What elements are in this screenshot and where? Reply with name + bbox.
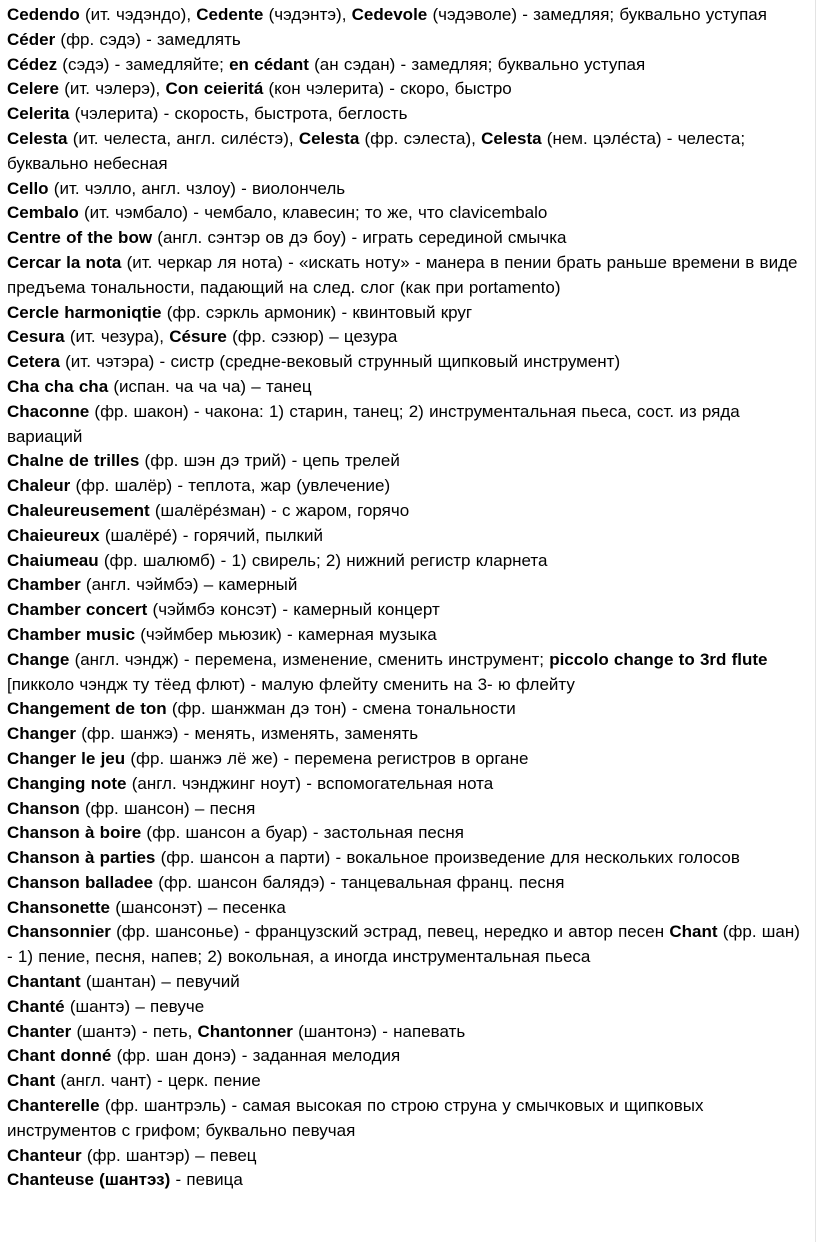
entry-term: Cedendo bbox=[7, 5, 80, 24]
entry-term: Celere bbox=[7, 79, 59, 99]
entry-term: Cedente bbox=[196, 5, 264, 24]
entry-definition: (фр. шансон а парти) - вокальное произведение для нескольких голосов bbox=[155, 848, 740, 868]
dictionary-entries bbox=[7, 3, 803, 1193]
dictionary-entry bbox=[7, 1144, 803, 1169]
entry-definition: (шантан) – певучий bbox=[80, 972, 240, 992]
dictionary-entry bbox=[7, 1020, 803, 1045]
dictionary-entry bbox=[7, 524, 803, 549]
dictionary-entry bbox=[7, 375, 803, 400]
entry-definition: (фр. шалюмб) - 1) свирель; 2) нижний регистр кларнета bbox=[98, 550, 548, 570]
entry-term: Chant donné bbox=[7, 1046, 112, 1066]
entry-definition: (англ. чэнджинг ноут) - вспомогательная нота bbox=[126, 773, 494, 793]
dictionary-entry bbox=[7, 697, 803, 722]
entry-definition: (фр. сэдэ) - замедлять bbox=[55, 29, 241, 49]
entry-definition: (ан сэдан) - замедляя; буквально уступая bbox=[308, 54, 646, 74]
dictionary-entry bbox=[7, 28, 803, 53]
dictionary-entry bbox=[7, 127, 803, 177]
entry-term: Cédez bbox=[7, 54, 58, 74]
entry-term: piccolo change to 3rd flute bbox=[549, 649, 768, 669]
dictionary-entry bbox=[7, 350, 803, 375]
entry-term: Celesta bbox=[7, 128, 68, 148]
dictionary-entry bbox=[7, 722, 803, 747]
dictionary-entry bbox=[7, 400, 803, 450]
entry-term: Chanson balladee bbox=[7, 872, 153, 892]
entry-term: Chaiumeau bbox=[7, 550, 99, 570]
entry-term: Chant bbox=[7, 1071, 56, 1091]
entry-term: Cercle harmoniqtie bbox=[7, 302, 162, 322]
entry-term: Celesta bbox=[481, 128, 542, 148]
entry-definition: (фр. шанжэ лё же) - перемена регистров в органе bbox=[125, 748, 529, 768]
entry-term: Chaleureusement bbox=[7, 500, 150, 520]
entry-definition: (фр. сэзюр) – цезура bbox=[226, 327, 398, 347]
entry-term: Chanté bbox=[7, 996, 65, 1016]
entry-term: Chaleur bbox=[7, 476, 71, 496]
dictionary-entry bbox=[7, 648, 803, 698]
dictionary-entry bbox=[7, 623, 803, 648]
entry-term: Cello bbox=[7, 178, 49, 198]
entry-term: Chalne de trilles bbox=[7, 451, 140, 471]
entry-definition: (ит. чэлерэ), bbox=[58, 79, 166, 99]
entry-definition: (англ. чант) - церк. пение bbox=[55, 1071, 261, 1091]
entry-definition: (англ. сэнтэр ов дэ боу) - играть серединой смычка bbox=[152, 228, 567, 248]
entry-definition: (нем. цэле́ста) - челеста; буквально небесная bbox=[7, 128, 746, 173]
entry-term: Chamber music bbox=[7, 624, 136, 644]
dictionary-entry bbox=[7, 251, 803, 301]
entry-definition: (фр. шансонье) - французский эстрад, певец, нередко и автор песен bbox=[110, 922, 670, 942]
entry-term: Change bbox=[7, 649, 70, 669]
entry-term: Changement de ton bbox=[7, 699, 167, 719]
entry-definition: (ит. черкар ля нота) - «искать ноту» - манера в пении брать раньше времени в виде предъема тональности, падающий на след. слог (как при portamento) bbox=[7, 252, 798, 297]
entry-definition: (шантэ) - петь, bbox=[71, 1021, 198, 1041]
entry-definition: (сэдэ) - замедляйте; bbox=[57, 54, 230, 74]
entry-definition: (кон чэлерита) - скоро, быстро bbox=[263, 79, 512, 99]
entry-term: Céder bbox=[7, 29, 56, 49]
dictionary-entry bbox=[7, 846, 803, 871]
entry-definition: (фр. шансон балядэ) - танцевальная франц. песня bbox=[152, 872, 565, 892]
entry-definition: (фр. сэркль армоник) - квинтовый круг bbox=[161, 302, 473, 322]
entry-definition: (фр. шан донэ) - заданная мелодия bbox=[111, 1046, 401, 1066]
entry-term: Chamber concert bbox=[7, 600, 148, 620]
entry-term: Chanson à boire bbox=[7, 823, 142, 843]
dictionary-entry bbox=[7, 226, 803, 251]
dictionary-entry bbox=[7, 995, 803, 1020]
entry-term: Changer bbox=[7, 724, 76, 744]
entry-term: Changing note bbox=[7, 773, 127, 793]
dictionary-entry bbox=[7, 3, 803, 28]
entry-definition: (испан. ча ча ча) – танец bbox=[108, 376, 312, 396]
entry-definition: (фр. шансон) – песня bbox=[79, 798, 256, 818]
entry-term: Chanter bbox=[7, 1021, 72, 1041]
dictionary-entry bbox=[7, 747, 803, 772]
dictionary-entry bbox=[7, 301, 803, 326]
entry-term: Celesta bbox=[298, 128, 360, 148]
entry-definition: (чэймбер мьюзик) - камерная музыка bbox=[135, 624, 437, 644]
entry-term: Chanson à parties bbox=[7, 848, 156, 868]
entry-definition: (фр. шантрэль) - самая высокая по строю струна у смычковых и щипковых инструментов с грифом; буквально певучая bbox=[7, 1096, 704, 1140]
dictionary-entry bbox=[7, 1168, 803, 1193]
entry-term: Cha cha cha bbox=[7, 376, 109, 396]
entry-term: Celerita bbox=[7, 104, 70, 124]
entry-definition: (шансонэт) – песенка bbox=[109, 897, 286, 917]
entry-definition: (фр. сэлеста), bbox=[359, 128, 482, 148]
entry-definition: (фр. шэн дэ трий) - цепь трелей bbox=[139, 451, 400, 471]
dictionary-entry bbox=[7, 102, 803, 127]
entry-definition: (англ. чэндж) - перемена, изменение, сменить инструмент; bbox=[69, 649, 550, 669]
entry-definition: (ит. челеста, англ. силе́стэ), bbox=[67, 128, 299, 148]
dictionary-entry bbox=[7, 920, 803, 970]
entry-term: Chant bbox=[669, 922, 718, 942]
dictionary-entry bbox=[7, 772, 803, 797]
dictionary-entry bbox=[7, 77, 803, 102]
entry-term: en cédant bbox=[229, 54, 309, 74]
entry-definition: (фр. шан) - 1) пение, песня, напев; 2) вокольная, а иногда инструментальная пьеса bbox=[7, 922, 800, 967]
entry-term: Chansonnier bbox=[7, 922, 111, 942]
entry-term: Chanteur bbox=[7, 1145, 82, 1165]
dictionary-entry bbox=[7, 573, 803, 598]
entry-definition: (шантонэ) - напевать bbox=[292, 1021, 466, 1041]
entry-definition: - певица bbox=[170, 1170, 243, 1190]
entry-term: Changer le jeu bbox=[7, 748, 126, 768]
entry-definition: (чэймбэ консэт) - камерный концерт bbox=[147, 600, 440, 620]
entry-definition: (шалёре́зман) - с жаром, горячо bbox=[149, 500, 410, 520]
dictionary-entry bbox=[7, 1069, 803, 1094]
entry-term: Cetera bbox=[7, 352, 60, 372]
entry-term: Chanteuse (шантэз) bbox=[7, 1170, 171, 1190]
entry-term: Chansonette bbox=[7, 897, 110, 917]
entry-definition: (ит. чэтэра) - систр (средне-вековый струнный щипковый инструмент) bbox=[59, 352, 621, 372]
entry-term: Chanson bbox=[7, 798, 80, 818]
entry-term: Chantonner bbox=[197, 1021, 293, 1041]
entry-term: Césure bbox=[169, 327, 227, 347]
dictionary-entry bbox=[7, 896, 803, 921]
dictionary-entry bbox=[7, 499, 803, 524]
entry-definition: (англ. чэймбэ) – камерный bbox=[80, 575, 298, 595]
entry-term: Chaconne bbox=[7, 401, 90, 421]
dictionary-entry bbox=[7, 474, 803, 499]
entry-definition: (фр. шансон а буар) - застольная песня bbox=[141, 823, 464, 843]
dictionary-entry bbox=[7, 449, 803, 474]
entry-definition: (ит. чезура), bbox=[64, 327, 170, 347]
dictionary-entry bbox=[7, 970, 803, 995]
entry-definition: (ит. чэлло, англ. чзлоу) - виолончель bbox=[48, 178, 346, 198]
dictionary-entry bbox=[7, 797, 803, 822]
dictionary-entry bbox=[7, 549, 803, 574]
entry-definition: (фр. шантэр) – певец bbox=[81, 1145, 257, 1165]
entry-definition: [пикколо чэндж ту тёед флют) - малую флейту сменить на 3- ю флейту bbox=[7, 674, 575, 694]
entry-term: Chaieureux bbox=[7, 525, 100, 545]
dictionary-entry bbox=[7, 871, 803, 896]
dictionary-entry bbox=[7, 598, 803, 623]
entry-definition: (шалёре́) - горячий, пылкий bbox=[99, 525, 323, 545]
entry-term: Con ceieritá bbox=[165, 79, 264, 99]
entry-definition: (фр. шакон) - чакона: 1) старин, танец; 2) инструментальная пьеса, сост. из ряда вариаций bbox=[7, 401, 740, 446]
dictionary-entry bbox=[7, 177, 803, 202]
dictionary-entry bbox=[7, 325, 803, 350]
entry-term: Chamber bbox=[7, 575, 81, 595]
entry-definition: (чэлерита) - скорость, быстрота, беглость bbox=[69, 104, 408, 124]
entry-definition: (фр. шалёр) - теплота, жар (увлечение) bbox=[70, 476, 391, 496]
entry-definition: (ит. чэмбало) - чембало, клавесин; то же, что clavicembalo bbox=[78, 203, 548, 223]
entry-term: Cercar la nota bbox=[7, 252, 122, 272]
entry-definition: (фр. шанжэ) - менять, изменять, заменять bbox=[75, 724, 419, 744]
dictionary-entry bbox=[7, 53, 803, 78]
entry-term: Chanterelle bbox=[7, 1096, 100, 1116]
dictionary-entry bbox=[7, 1044, 803, 1069]
entry-term: Cesura bbox=[7, 327, 65, 347]
entry-definition: (чэдэволе) - замедляя; буквально уступая bbox=[427, 5, 767, 24]
entry-term: Cembalo bbox=[7, 203, 79, 223]
entry-term: Chantant bbox=[7, 972, 81, 992]
entry-definition: (шантэ) – певуче bbox=[64, 996, 205, 1016]
dictionary-entry bbox=[7, 821, 803, 846]
dictionary-entry bbox=[7, 1094, 803, 1144]
entry-definition: (ит. чэдэндо), bbox=[79, 5, 197, 24]
entry-definition: (чэдэнтэ), bbox=[263, 5, 352, 24]
entry-term: Centre of the bow bbox=[7, 228, 153, 248]
dictionary-entry bbox=[7, 201, 803, 226]
entry-definition: (фр. шанжман дэ тон) - смена тональности bbox=[166, 699, 516, 719]
entry-term: Cedevole bbox=[351, 5, 428, 24]
